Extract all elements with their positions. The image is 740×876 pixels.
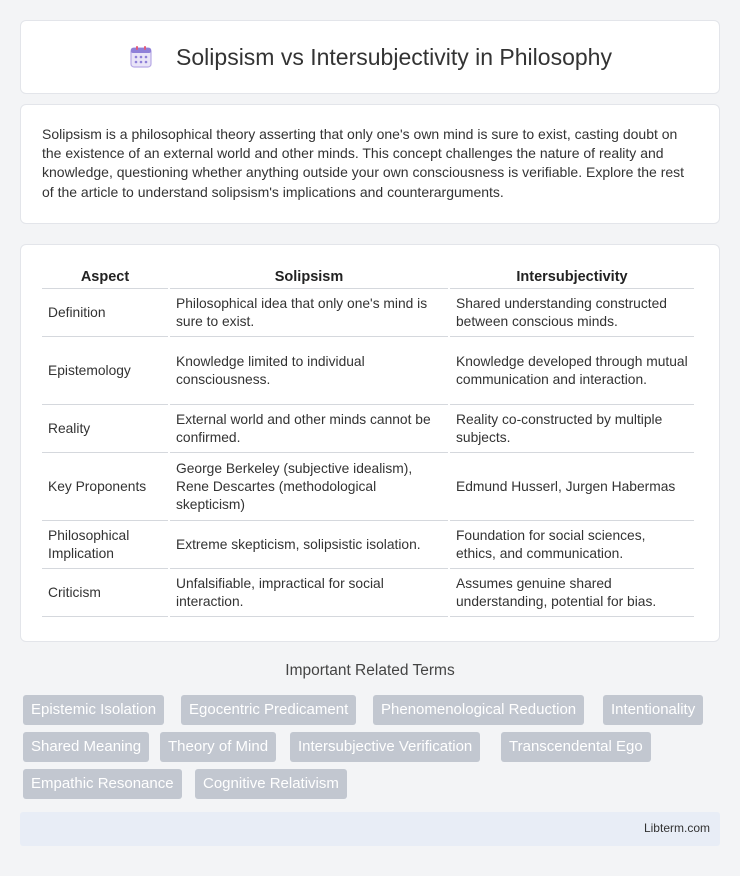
header-intersubjectivity: Intersubjectivity bbox=[450, 267, 694, 289]
table-row bbox=[42, 289, 694, 337]
related-terms-title: Important Related Terms bbox=[285, 662, 455, 679]
related-term-tag[interactable]: Egocentric Predicament bbox=[181, 695, 356, 725]
comparison-card bbox=[20, 244, 720, 642]
cell-aspect: Epistemology bbox=[42, 337, 168, 405]
intro-text: Solipsism is a philosophical theory asserting that only one's own mind is sure to exist, casting doubt on the existence of an external world and other minds. This concept challenges the nature of reality and knowledge, questioning whether anything outside your own consciousness is verifiable. Explore the rest of the article to understand solipsism's implications and counterarguments. bbox=[42, 126, 685, 200]
cell-intersubjectivity: Shared understanding constructed between conscious minds. bbox=[450, 289, 694, 337]
cell-aspect: Definition bbox=[42, 289, 168, 337]
cell-solipsism: External world and other minds cannot be confirmed. bbox=[170, 405, 448, 453]
related-term-tag[interactable]: Transcendental Ego bbox=[501, 732, 651, 762]
related-term-tag[interactable]: Phenomenological Reduction bbox=[373, 695, 584, 725]
cell-intersubjectivity: Assumes genuine shared understanding, potential for bias. bbox=[450, 569, 694, 617]
title-card bbox=[20, 20, 720, 94]
related-term-tag[interactable]: Theory of Mind bbox=[160, 732, 276, 762]
related-term-tag[interactable]: Shared Meaning bbox=[23, 732, 149, 762]
table-row bbox=[42, 337, 694, 405]
cell-aspect: Key Proponents bbox=[42, 453, 168, 521]
cell-solipsism: Philosophical idea that only one's mind is sure to exist. bbox=[170, 289, 448, 337]
cell-solipsism: Knowledge limited to individual consciousness. bbox=[170, 337, 448, 405]
cell-aspect: Philosophical Implication bbox=[42, 521, 168, 569]
cell-solipsism: Unfalsifiable, impractical for social interaction. bbox=[170, 569, 448, 617]
related-term-tag[interactable]: Cognitive Relativism bbox=[195, 769, 347, 799]
related-term-tag[interactable]: Intentionality bbox=[603, 695, 703, 725]
header-aspect: Aspect bbox=[42, 267, 168, 289]
table-row bbox=[42, 569, 694, 617]
header-solipsism: Solipsism bbox=[170, 267, 448, 289]
cell-intersubjectivity: Foundation for social sciences, ethics, and communication. bbox=[450, 521, 694, 569]
cell-aspect: Criticism bbox=[42, 569, 168, 617]
comparison-table bbox=[40, 267, 696, 617]
table-row bbox=[42, 405, 694, 453]
cell-intersubjectivity: Knowledge developed through mutual communication and interaction. bbox=[450, 337, 694, 405]
page-title: Solipsism vs Intersubjectivity in Philosophy bbox=[176, 43, 612, 70]
calendar-icon bbox=[128, 44, 154, 70]
cell-aspect: Reality bbox=[42, 405, 168, 453]
related-term-tag[interactable]: Intersubjective Verification bbox=[290, 732, 480, 762]
footer bbox=[20, 812, 720, 846]
related-term-tag[interactable]: Empathic Resonance bbox=[23, 769, 182, 799]
related-term-tag[interactable]: Epistemic Isolation bbox=[23, 695, 164, 725]
table-row bbox=[42, 521, 694, 569]
cell-intersubjectivity: Reality co-constructed by multiple subjects. bbox=[450, 405, 694, 453]
footer-brand[interactable]: Libterm.com bbox=[643, 821, 710, 835]
cell-solipsism: George Berkeley (subjective idealism), Rene Descartes (methodological skepticism) bbox=[170, 453, 448, 521]
table-row bbox=[42, 453, 694, 521]
table-header-row bbox=[42, 267, 694, 289]
cell-intersubjectivity: Edmund Husserl, Jurgen Habermas bbox=[450, 453, 694, 521]
cell-solipsism: Extreme skepticism, solipsistic isolation. bbox=[170, 521, 448, 569]
intro-card bbox=[20, 104, 720, 224]
